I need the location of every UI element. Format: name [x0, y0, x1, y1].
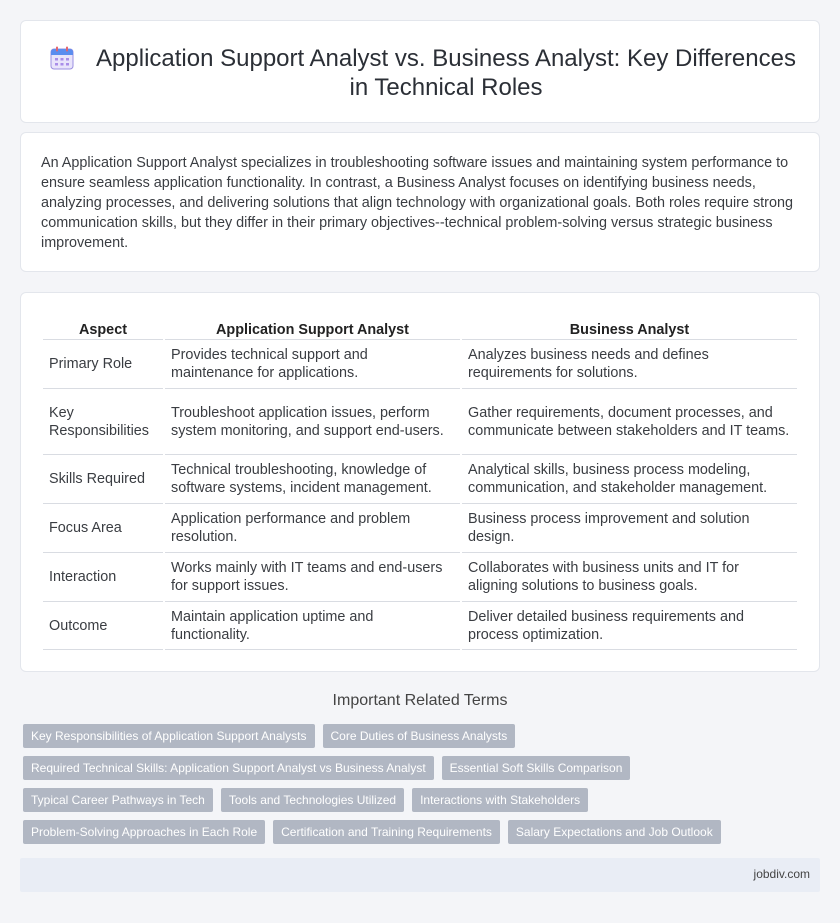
calendar-icon	[49, 45, 75, 71]
business-analyst-cell: Collaborates with business units and IT for aligning solutions to business goals.	[462, 553, 797, 602]
related-term-link[interactable]: Problem-Solving Approaches in Each Role	[23, 820, 265, 844]
aspect-cell: Skills Required	[43, 455, 163, 504]
support-analyst-cell: Works mainly with IT teams and end-users for support issues.	[165, 553, 460, 602]
footer	[20, 858, 820, 892]
intro-paragraph: An Application Support Analyst specializes in troubleshooting software issues and maintaining system performance to ensure seamless application functionality. In contrast, a Business Analyst focuses on identifying business needs, analyzing processes, and delivering solutions that align technology with organizational goals. Both roles require strong communication skills, but they differ in their primary objectives--technical problem-solving versus strategic business improvement.	[41, 155, 793, 251]
related-term-link[interactable]: Essential Soft Skills Comparison	[442, 756, 631, 780]
site-link[interactable]: jobdiv.com	[753, 867, 810, 881]
table-row	[43, 602, 797, 650]
support-analyst-cell: Provides technical support and maintenance for applications.	[165, 340, 460, 389]
aspect-cell: Interaction	[43, 553, 163, 602]
header-business-analyst: Business Analyst	[462, 316, 797, 340]
header-aspect: Aspect	[43, 316, 163, 340]
business-analyst-cell: Business process improvement and solution design.	[462, 504, 797, 553]
related-terms-section	[20, 690, 820, 840]
support-analyst-cell: Maintain application uptime and functionality.	[165, 602, 460, 650]
related-terms-title: Important Related Terms	[332, 692, 508, 709]
comparison-table	[41, 316, 799, 650]
table-row	[43, 340, 797, 389]
page-title: Application Support Analyst vs. Business Analyst: Key Differences in Technical Roles	[96, 45, 796, 101]
related-term-link[interactable]: Typical Career Pathways in Tech	[23, 788, 213, 812]
business-analyst-cell: Deliver detailed business requirements and process optimization.	[462, 602, 797, 650]
aspect-cell: Focus Area	[43, 504, 163, 553]
header-application-support-analyst: Application Support Analyst	[165, 316, 460, 340]
comparison-card	[20, 292, 820, 672]
table-row	[43, 553, 797, 602]
title-card	[20, 20, 820, 123]
support-analyst-cell: Application performance and problem resolution.	[165, 504, 460, 553]
support-analyst-cell: Technical troubleshooting, knowledge of software systems, incident management.	[165, 455, 460, 504]
support-analyst-cell: Troubleshoot application issues, perform system monitoring, and support end-users.	[165, 389, 460, 455]
business-analyst-cell: Analyzes business needs and defines requirements for solutions.	[462, 340, 797, 389]
related-term-link[interactable]: Core Duties of Business Analysts	[323, 724, 516, 748]
table-header-row	[43, 316, 797, 340]
related-term-link[interactable]: Certification and Training Requirements	[273, 820, 500, 844]
related-term-link[interactable]: Required Technical Skills: Application Support Analyst vs Business Analyst	[23, 756, 434, 780]
aspect-cell: Key Responsibilities	[43, 389, 163, 455]
aspect-cell: Outcome	[43, 602, 163, 650]
business-analyst-cell: Analytical skills, business process modeling, communication, and stakeholder management.	[462, 455, 797, 504]
table-row	[43, 504, 797, 553]
related-term-link[interactable]: Key Responsibilities of Application Support Analysts	[23, 724, 315, 748]
table-row	[43, 455, 797, 504]
related-term-link[interactable]: Interactions with Stakeholders	[412, 788, 588, 812]
related-terms-list	[23, 724, 803, 852]
related-term-link[interactable]: Tools and Technologies Utilized	[221, 788, 404, 812]
aspect-cell: Primary Role	[43, 340, 163, 389]
business-analyst-cell: Gather requirements, document processes, and communicate between stakeholders and IT teams.	[462, 389, 797, 455]
intro-card	[20, 132, 820, 272]
table-row	[43, 389, 797, 455]
related-term-link[interactable]: Salary Expectations and Job Outlook	[508, 820, 721, 844]
